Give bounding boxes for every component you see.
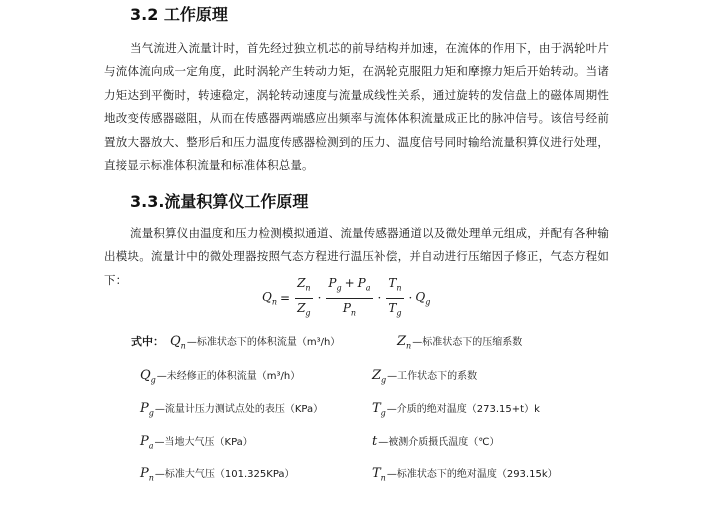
definitions-prefix: 式中： [131,335,164,348]
definition-pg: $P_g$ —流量计压力测试点处的表压（KPa） [140,401,324,418]
definition-zg: $Z_g$ —工作状态下的系数 [372,368,478,385]
formula-lhs: $Q_n$ [262,289,277,307]
definition-pn: $P_n$ —标准大气压（101.325KPa） [140,466,295,483]
definition-pa: $P_a$ —当地大气压（KPa） [140,434,253,451]
definition-tg: $T_g$ —介质的绝对温度（273.15+t）k [372,401,540,418]
section-heading-working-principle: 3.2 工作原理 [130,5,228,24]
fraction-compressibility: $\frac{Z_n}{Z_g}$ [297,276,311,317]
definition-tn: $T_n$ —标准状态下的绝对温度（293.15k） [372,466,558,483]
formula-dot: · [317,291,322,305]
section-heading-flow-totalizer: 3.3.流量积算仪工作原理 [130,192,309,211]
formula-equals: = [280,291,291,305]
definition-qn: 式中： $Q_n$ —标准状态下的体积流量（m³/h） [131,334,341,351]
definition-t: t —被测介质摄氏温度（℃） [372,434,500,449]
gas-state-equation [262,276,430,320]
paragraph-text: 当气流进入流量计时，首先经过独立机芯的前导结构并加速，在流体的作用下，由于涡轮叶片与流体流向成一定角度，此时涡轮产生转动力矩，在涡轮克服阻力矩和摩擦力矩后开始转动。当诸力矩达到平衡时，转速稳定，涡轮转动速度与流量成线性关系，通过旋转的发信盘上的磁体周期性地改变传感器磁阻，从而在传感器两端感应出频率与流体体积流量成正比的脉冲信号。该信号经前置放大器放大、整形后和压力温度传感器检测到的压力、温度信号同时输给流量积算仪进行处理，直接显示标准体积流量和标准体积总量。 [104,41,609,173]
formula-rhs: $Q_g$ [415,289,431,307]
definition-qg: $Q_g$ —未经修正的体积流量（m³/h） [140,368,301,385]
fraction-pressure: $\frac{P_g + P_a}{P_n}$ [328,276,371,317]
fraction-temperature: $\frac{T_n}{T_g}$ [388,276,402,317]
formula-dot: · [377,291,382,305]
formula-dot: · [408,291,413,305]
paragraph-working-principle [104,37,609,177]
paragraph-text: 流量积算仪由温度和压力检测模拟通道、流量传感器通道以及微处理单元组成，并配有各种输出模块。流量计中的微处理器按照气态方程进行温压补偿，并自动进行压缩因子修正，气态方程如下： [104,226,609,287]
definition-zn: $Z_n$ —标准状态下的压缩系数 [397,334,523,351]
